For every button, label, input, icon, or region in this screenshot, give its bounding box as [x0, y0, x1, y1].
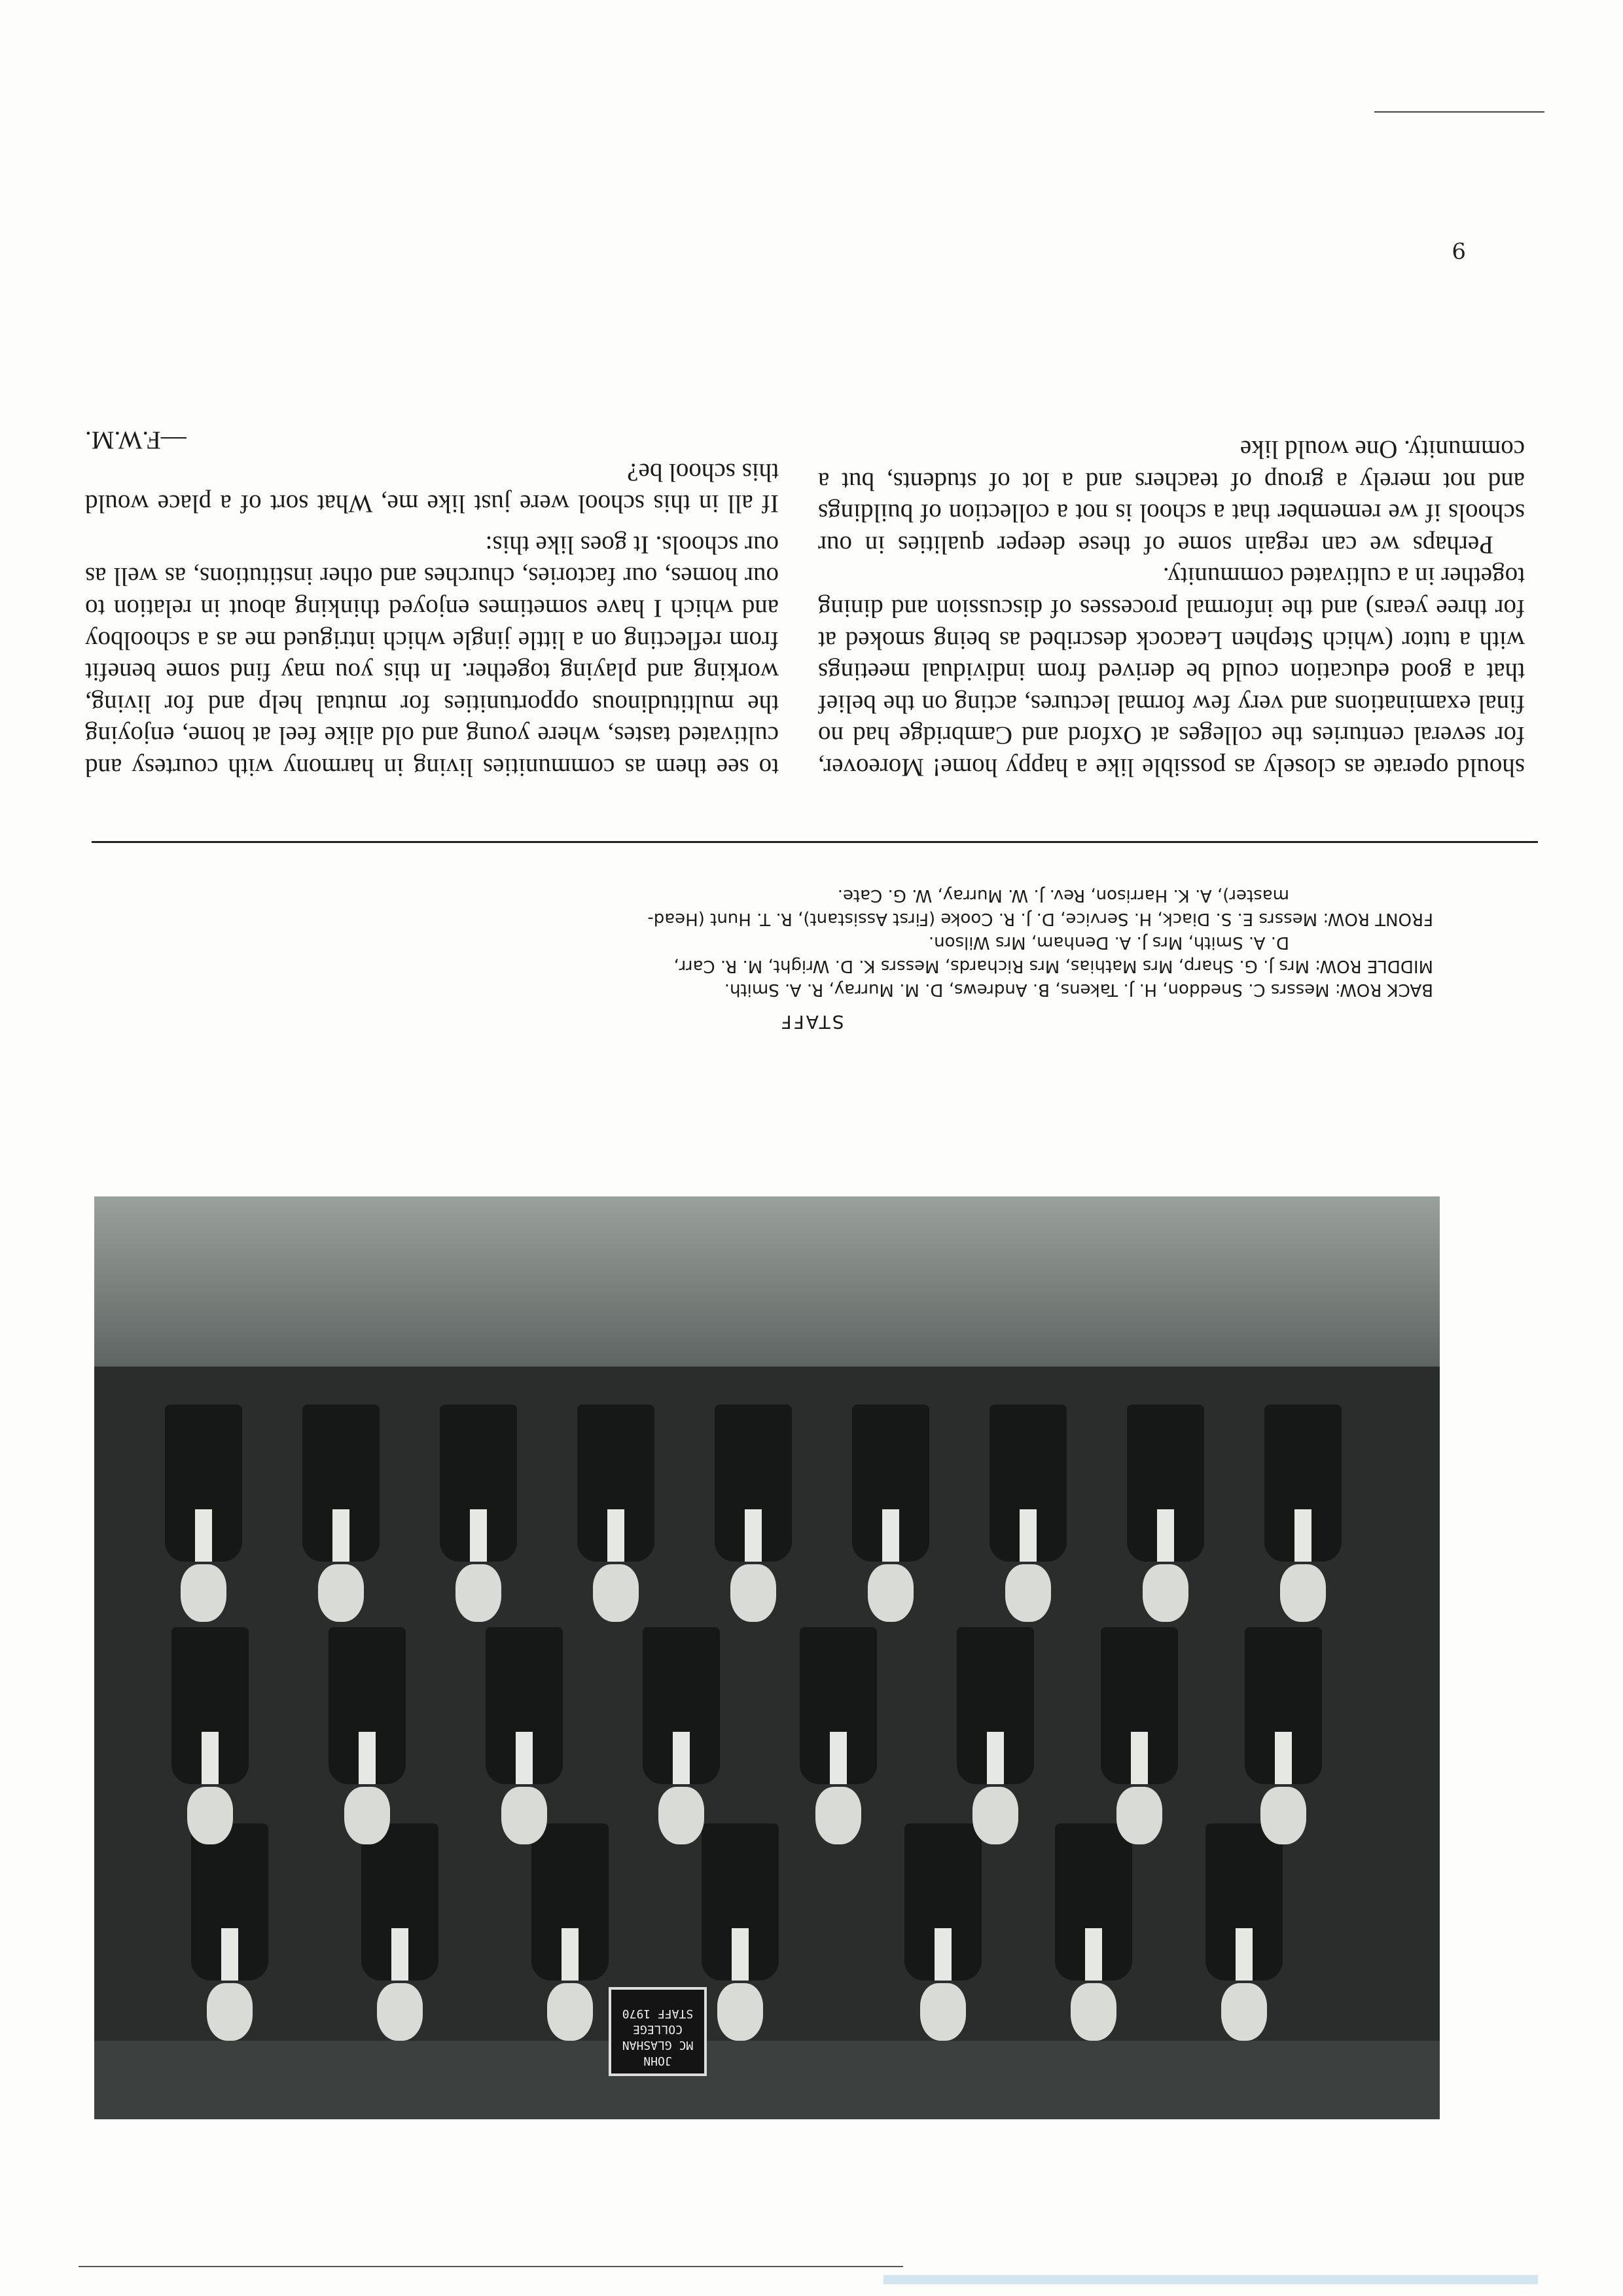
figure-shirt — [1275, 1732, 1292, 1784]
figure-shirt — [359, 1732, 376, 1784]
staff-member-figure — [1055, 1928, 1132, 2041]
staff-member-figure — [800, 1732, 877, 1844]
figure-shirt — [1131, 1732, 1148, 1784]
staff-member-figure — [643, 1732, 720, 1844]
caption-back-row — [724, 978, 1433, 1001]
figure-head — [181, 1564, 226, 1622]
caption-front-row-cont — [838, 884, 1289, 907]
caption-middle-row-cont — [929, 931, 1289, 954]
staff-member-figure — [171, 1732, 249, 1844]
staff-member-figure — [1101, 1732, 1178, 1844]
scan-rule-bottom — [1374, 111, 1544, 113]
middle-row-names-1: Mrs J. G. Sharp, Mrs Mathias, Mrs Richards, Messrs K. D. Wright, M. R. Carr, — [673, 956, 1310, 976]
staff-member-figure — [191, 1928, 268, 2041]
staff-photo — [94, 1196, 1440, 2119]
front-row-names-1: Messrs E. S. Diack, H. Service, D. J. R. Cooke (First Assistant), R. T. Hunt (Head- — [647, 909, 1318, 929]
staff-member-figure — [904, 1928, 982, 2041]
staff-member-figure — [302, 1509, 380, 1622]
staff-member-figure — [1245, 1732, 1322, 1844]
figure-head — [1221, 1983, 1267, 2041]
staff-member-figure — [715, 1509, 792, 1622]
figure-shirt — [1236, 1928, 1253, 1981]
staff-member-figure — [1127, 1509, 1204, 1622]
front-row-names-2: master), A. K. Harrison, Rev. J. W. Murray, W. G. Cate. — [837, 886, 1289, 905]
section-divider — [92, 841, 1538, 843]
figure-head — [1071, 1983, 1116, 2041]
figure-head — [1143, 1564, 1188, 1622]
figure-head — [318, 1564, 364, 1622]
caption-middle-row — [673, 954, 1433, 978]
figure-shirt — [391, 1928, 408, 1981]
figure-shirt — [1020, 1509, 1037, 1562]
figure-shirt — [987, 1732, 1004, 1784]
scan-rule-top — [79, 2266, 903, 2267]
signature: —F.W.M. — [85, 426, 187, 455]
staff-member-figure — [852, 1509, 929, 1622]
figure-shirt — [470, 1509, 487, 1562]
figure-shirt — [332, 1509, 349, 1562]
figure-head — [920, 1983, 966, 2041]
staff-member-figure — [1264, 1509, 1342, 1622]
photo-caption — [177, 863, 1446, 1033]
college-sign — [609, 1987, 707, 2076]
figure-head — [187, 1787, 233, 1844]
figure-head — [868, 1564, 914, 1622]
figure-head — [207, 1983, 253, 2041]
figure-head — [730, 1564, 776, 1622]
figure-shirt — [673, 1732, 690, 1784]
sign-line-3: COLLEGE — [633, 2022, 683, 2036]
right-column — [85, 423, 779, 783]
figure-head — [501, 1787, 547, 1844]
photo-wall — [94, 2041, 1440, 2119]
staff-member-figure — [531, 1928, 609, 2041]
figure-shirt — [830, 1732, 847, 1784]
figure-shirt — [935, 1928, 952, 1981]
figure-shirt — [745, 1509, 762, 1562]
figure-head — [344, 1787, 390, 1844]
figure-head — [658, 1787, 704, 1844]
caption-title: STAFF — [779, 1011, 844, 1033]
figure-head — [1260, 1787, 1306, 1844]
staff-member-figure — [990, 1509, 1067, 1622]
staff-member-figure — [486, 1732, 563, 1844]
page-number: 9 — [1452, 237, 1466, 263]
figure-head — [815, 1787, 861, 1844]
figure-shirt — [562, 1928, 579, 1981]
staff-member-figure — [702, 1928, 779, 2041]
back-row-names: Messrs C. Sneddon, H. J. Takens, B. Andrews, D. M. Murray, R. A. Smith. — [724, 980, 1330, 999]
figure-shirt — [1157, 1509, 1174, 1562]
figure-head — [1280, 1564, 1326, 1622]
jingle: If all in this school were just like me, What sort of a place would this school be? — [85, 457, 779, 518]
figure-head — [547, 1983, 593, 2041]
figure-shirt — [1085, 1928, 1102, 1981]
figure-shirt — [221, 1928, 238, 1981]
photo-floor — [94, 1196, 1440, 1367]
figure-head — [1005, 1564, 1051, 1622]
sign-line-4: STAFF 1970 — [622, 2007, 694, 2020]
staff-member-figure — [440, 1509, 517, 1622]
middle-row-names-2: D. A. Smith, Mrs J. A. Denham, Mrs Wilson. — [928, 933, 1289, 952]
staff-member-figure — [329, 1732, 406, 1844]
figure-head — [455, 1564, 501, 1622]
figure-head — [717, 1983, 763, 2041]
left-column — [818, 433, 1525, 783]
staff-member-figure — [957, 1732, 1034, 1844]
back-row-label: BACK ROW: — [1334, 980, 1433, 999]
middle-row-label: MIDDLE ROW: — [1315, 956, 1433, 976]
caption-front-row — [647, 907, 1433, 931]
figure-head — [593, 1564, 639, 1622]
sign-line-2: MC GLASHAN — [622, 2038, 694, 2052]
right-paragraph-1: to see them as communities living in harmony with courtesy and cultivated tastes, where young and old alike feel at home, enjoying the multitudinous opportunities for mutual help and for living, working and playing together. In this you may find some benefit from reflecting on a little jingle which intrigued me as a schoolboy and which I have sometimes enjoyed thinking about in relation to our homes, our factories, churches and other institutions, as well as our schools. It goes like this: — [85, 530, 779, 781]
front-row-label: FRONT ROW: — [1323, 909, 1433, 929]
figure-shirt — [516, 1732, 533, 1784]
figure-shirt — [607, 1509, 624, 1562]
staff-member-figure — [577, 1509, 654, 1622]
figure-head — [377, 1983, 423, 2041]
sign-line-1: JOHN — [643, 2054, 672, 2068]
staff-member-figure — [361, 1928, 438, 2041]
left-paragraph-2: Perhaps we can regain some of these deeper qualities in our schools if we remember that a school is not a collection of buildings and not merely a group of teachers and a lot of students, but a community. One would like — [818, 435, 1525, 559]
scan-edge-top — [883, 2275, 1538, 2284]
staff-member-figure — [165, 1509, 242, 1622]
left-paragraph-1: should operate as closely as possible like a happy home! Moreover, for several centuries the colleges at Oxford and Cambridge had no final examinations and very few formal lectures, acting on the belief that a good education could be derived from individual meetings with a tutor (which Stephen Leacock described as being smoked at for three years) and the informal processes of discussion and dining together in a cultivated community. — [818, 562, 1525, 781]
figure-shirt — [195, 1509, 212, 1562]
staff-member-figure — [1205, 1928, 1283, 2041]
figure-shirt — [732, 1928, 749, 1981]
figure-head — [972, 1787, 1018, 1844]
figure-shirt — [202, 1732, 219, 1784]
figure-shirt — [882, 1509, 899, 1562]
figure-head — [1116, 1787, 1162, 1844]
figure-shirt — [1294, 1509, 1311, 1562]
